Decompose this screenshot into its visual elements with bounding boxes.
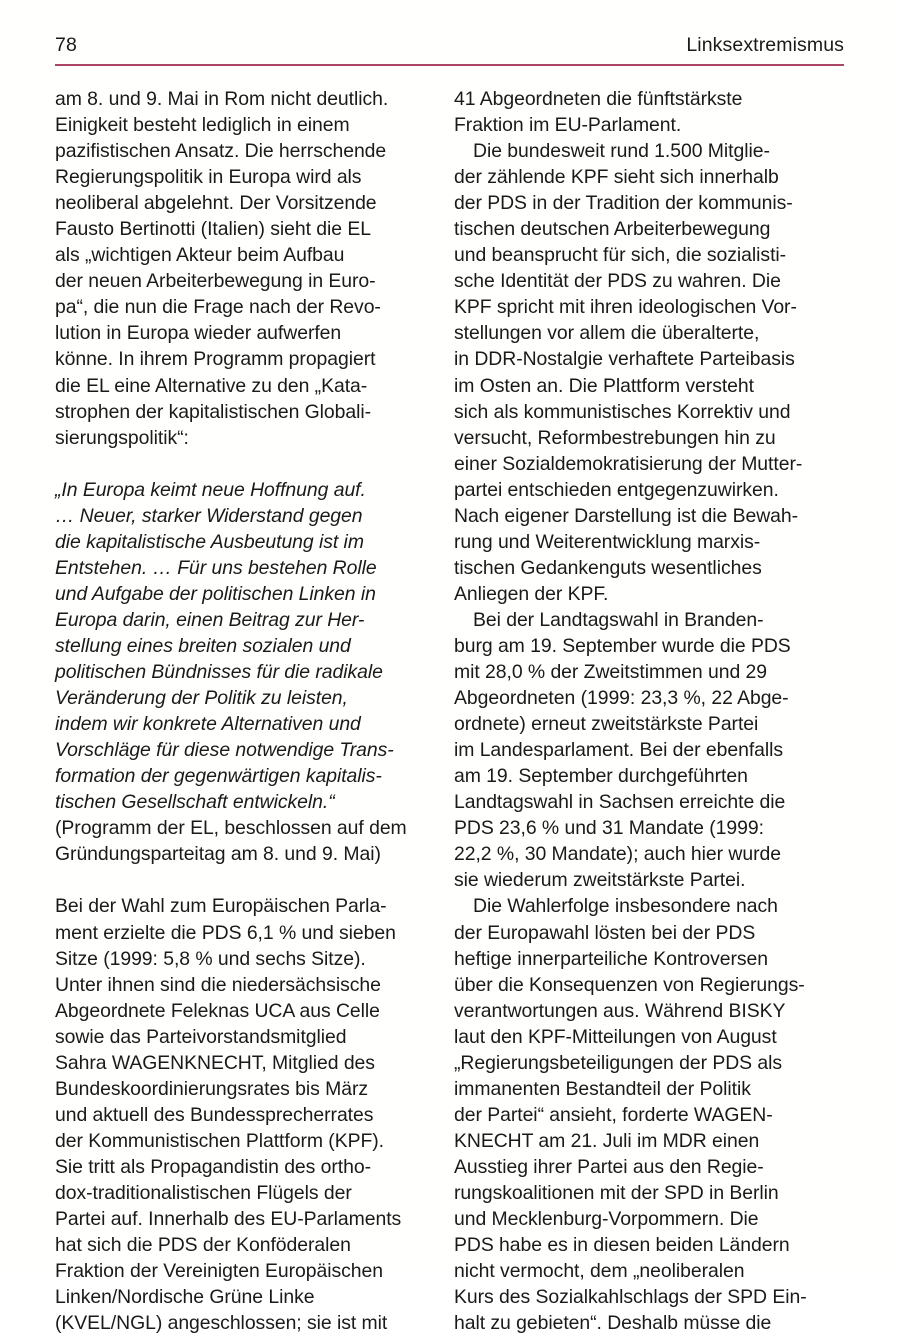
text-line: einer Sozialdemokratisierung der Mutter- bbox=[454, 452, 803, 475]
paragraph-gap bbox=[55, 867, 433, 893]
text-line: der Europawahl lösten bei der PDS bbox=[454, 921, 756, 944]
text-line: sierungspolitik“: bbox=[55, 426, 189, 449]
text-line: Die Wahlerfolge insbesondere nach bbox=[473, 895, 778, 918]
text-line: ordnete) erneut zweitstärkste Partei bbox=[454, 713, 759, 736]
text-line: mit 28,0 % der Zweitstimmen und 29 bbox=[454, 661, 767, 684]
text-line: 41 Abgeordneten die fünftstärkste bbox=[454, 88, 743, 110]
text-line: lution in Europa wieder aufwerfen bbox=[55, 322, 342, 345]
text-line: die EL eine Alternative zu den „Kata- bbox=[55, 374, 368, 397]
text-line: Vorschläge für diese notwendige Trans- bbox=[55, 739, 394, 762]
text-line: und beansprucht für sich, die sozialisti- bbox=[454, 244, 787, 267]
text-line: „Regierungsbeteiligungen der PDS als bbox=[454, 1051, 783, 1074]
text-line: laut den KPF-Mitteilungen von August bbox=[454, 1025, 777, 1048]
text-line: tischen deutschen Arbeiterbewegung bbox=[454, 218, 771, 241]
text-line: in DDR-Nostalgie verhaftete Parteibasis bbox=[454, 348, 795, 371]
text-line: der zählende KPF sieht sich innerhalb bbox=[454, 166, 779, 189]
text-line: verantwortungen aus. Während BISKY bbox=[454, 999, 786, 1022]
text-line: der Partei“ ansieht, forderte WAGEN- bbox=[454, 1103, 773, 1126]
text-line: Abgeordneten (1999: 23,3 %, 22 Abge- bbox=[454, 687, 789, 710]
text-line: KPF spricht mit ihren ideologischen Vor- bbox=[454, 296, 797, 319]
text-line: „In Europa keimt neue Hoffnung auf. bbox=[55, 478, 366, 501]
text-line: Partei auf. Innerhalb des EU-Parlaments bbox=[55, 1208, 402, 1231]
text-line: partei entschieden entgegenzuwirken. bbox=[454, 478, 779, 501]
text-line: Abgeordnete Feleknas UCA aus Celle bbox=[55, 999, 380, 1022]
column-left bbox=[55, 86, 433, 1336]
text-line: die kapitalistische Ausbeutung ist im bbox=[55, 530, 364, 553]
text-line: PDS habe es in diesen beiden Ländern bbox=[454, 1234, 790, 1257]
text-line: Fraktion der Vereinigten Europäischen bbox=[55, 1260, 383, 1283]
text-line: … Neuer, starker Widerstand gegen bbox=[55, 504, 363, 527]
text-line: nicht vermocht, dem „neoliberalen bbox=[454, 1260, 745, 1283]
text-line: heftige innerparteiliche Kontroversen bbox=[454, 947, 768, 970]
text-line: KNECHT am 21. Juli im MDR einen bbox=[454, 1129, 760, 1152]
text-line: burg am 19. September wurde die PDS bbox=[454, 634, 791, 657]
text-line: politischen Bündnisses für die radikale bbox=[55, 661, 383, 684]
text-line: Ausstieg ihrer Partei aus den Regie- bbox=[454, 1155, 764, 1178]
text-line: versucht, Reformbestrebungen hin zu bbox=[454, 426, 776, 449]
text-line: und Aufgabe der politischen Linken in bbox=[55, 582, 376, 605]
text-line: neoliberal abgelehnt. Der Vorsitzende bbox=[55, 192, 377, 215]
text-line: stellung eines breiten sozialen und bbox=[55, 634, 351, 657]
text-line: sich als kommunistisches Korrektiv und bbox=[454, 400, 791, 423]
text-line: Fausto Bertinotti (Italien) sieht die EL bbox=[55, 218, 371, 241]
text-line: pazifistischen Ansatz. Die herrschende bbox=[55, 140, 387, 163]
text-line: am 8. und 9. Mai in Rom nicht deutlich. bbox=[55, 88, 389, 110]
text-line: als „wichtigen Akteur beim Aufbau bbox=[55, 244, 345, 267]
text-line: indem wir konkrete Alternativen und bbox=[55, 713, 361, 736]
text-line: Fraktion im EU-Parlament. bbox=[454, 114, 682, 137]
text-line: Regierungspolitik in Europa wird als bbox=[55, 166, 362, 189]
text-line: 22,2 %, 30 Mandate); auch hier wurde bbox=[454, 843, 781, 866]
text-line: Linken/Nordische Grüne Linke bbox=[55, 1286, 315, 1309]
text-line: Sitze (1999: 5,8 % und sechs Sitze). bbox=[55, 947, 366, 970]
text-line: Veränderung der Politik zu leisten, bbox=[55, 687, 348, 710]
text-line: Sie tritt als Propagandistin des ortho- bbox=[55, 1155, 372, 1178]
column-right bbox=[454, 86, 840, 1336]
running-head bbox=[55, 32, 844, 62]
paragraph-gap bbox=[55, 451, 433, 477]
text-line: Landtagswahl in Sachsen erreichte die bbox=[454, 791, 786, 814]
page-number: 78 bbox=[55, 34, 77, 56]
running-title: Linksextremismus bbox=[686, 34, 844, 56]
text-line: Anliegen der KPF. bbox=[454, 582, 609, 605]
text-line: könne. In ihrem Programm propagiert bbox=[55, 348, 376, 371]
text-line: PDS 23,6 % und 31 Mandate (1999: bbox=[454, 817, 764, 840]
text-line: sie wiederum zweitstärkste Partei. bbox=[454, 869, 746, 892]
text-line: Europa darin, einen Beitrag zur Her- bbox=[55, 608, 365, 631]
text-line: Nach eigener Darstellung ist die Bewah- bbox=[454, 504, 799, 527]
text-line: Bei der Landtagswahl in Branden- bbox=[473, 608, 764, 631]
text-line: der Kommunistischen Plattform (KPF). bbox=[55, 1129, 385, 1152]
text-line: ment erzielte die PDS 6,1 % und sieben bbox=[55, 921, 396, 944]
text-line: Bei der Wahl zum Europäischen Parla- bbox=[55, 895, 387, 918]
text-line: hat sich die PDS der Konföderalen bbox=[55, 1234, 351, 1257]
text-line: pa“, die nun die Frage nach der Revo- bbox=[55, 296, 381, 319]
text-line: der neuen Arbeiterbewegung in Euro- bbox=[55, 270, 376, 293]
text-line: sowie das Parteivorstandsmitglied bbox=[55, 1025, 347, 1048]
text-line: sche Identität der PDS zu wahren. Die bbox=[454, 270, 781, 293]
text-line: und aktuell des Bundessprecherrates bbox=[55, 1103, 374, 1126]
text-line: über die Konsequenzen von Regierungs- bbox=[454, 973, 805, 996]
text-line: halt zu gebieten“. Deshalb müsse die bbox=[454, 1312, 772, 1335]
text-line: Einigkeit besteht lediglich in einem bbox=[55, 114, 350, 137]
text-line: (Programm der EL, beschlossen auf dem bbox=[55, 817, 407, 840]
text-line: Gründungsparteitag am 8. und 9. Mai) bbox=[55, 843, 381, 866]
text-line: immanenten Bestandteil der Politik bbox=[454, 1077, 751, 1100]
text-line: im Osten an. Die Plattform versteht bbox=[454, 374, 754, 397]
text-line: am 19. September durchgeführten bbox=[454, 765, 748, 788]
text-line: dox-traditionalistischen Flügels der bbox=[55, 1181, 352, 1204]
text-line: Unter ihnen sind die niedersächsische bbox=[55, 973, 381, 996]
text-line: tischen Gesellschaft entwickeln.“ bbox=[55, 791, 335, 814]
text-line: (KVEL/NGL) angeschlossen; sie ist mit bbox=[55, 1312, 388, 1335]
text-line: Entstehen. … Für uns bestehen Rolle bbox=[55, 556, 377, 579]
text-line: im Landesparlament. Bei der ebenfalls bbox=[454, 739, 784, 762]
text-line: tischen Gedankenguts wesentliches bbox=[454, 556, 762, 579]
text-line: rung und Weiterentwicklung marxis- bbox=[454, 530, 761, 553]
text-columns bbox=[55, 86, 845, 1335]
text-line: Kurs des Sozialkahlschlags der SPD Ein- bbox=[454, 1286, 807, 1309]
text-line: Bundeskoordinierungsrates bis März bbox=[55, 1077, 369, 1100]
header-rule bbox=[55, 64, 844, 66]
text-line: Sahra WAGENKNECHT, Mitglied des bbox=[55, 1051, 375, 1074]
text-line: und Mecklenburg-Vorpommern. Die bbox=[454, 1208, 759, 1231]
text-line: der PDS in der Tradition der kommunis- bbox=[454, 192, 793, 215]
text-line: rungskoalitionen mit der SPD in Berlin bbox=[454, 1181, 779, 1204]
text-line: Die bundesweit rund 1.500 Mitglie- bbox=[473, 140, 770, 163]
text-line: stellungen vor allem die überalterte, bbox=[454, 322, 760, 345]
text-line: formation der gegenwärtigen kapitalis- bbox=[55, 765, 382, 788]
text-line: strophen der kapitalistischen Globali- bbox=[55, 400, 372, 423]
